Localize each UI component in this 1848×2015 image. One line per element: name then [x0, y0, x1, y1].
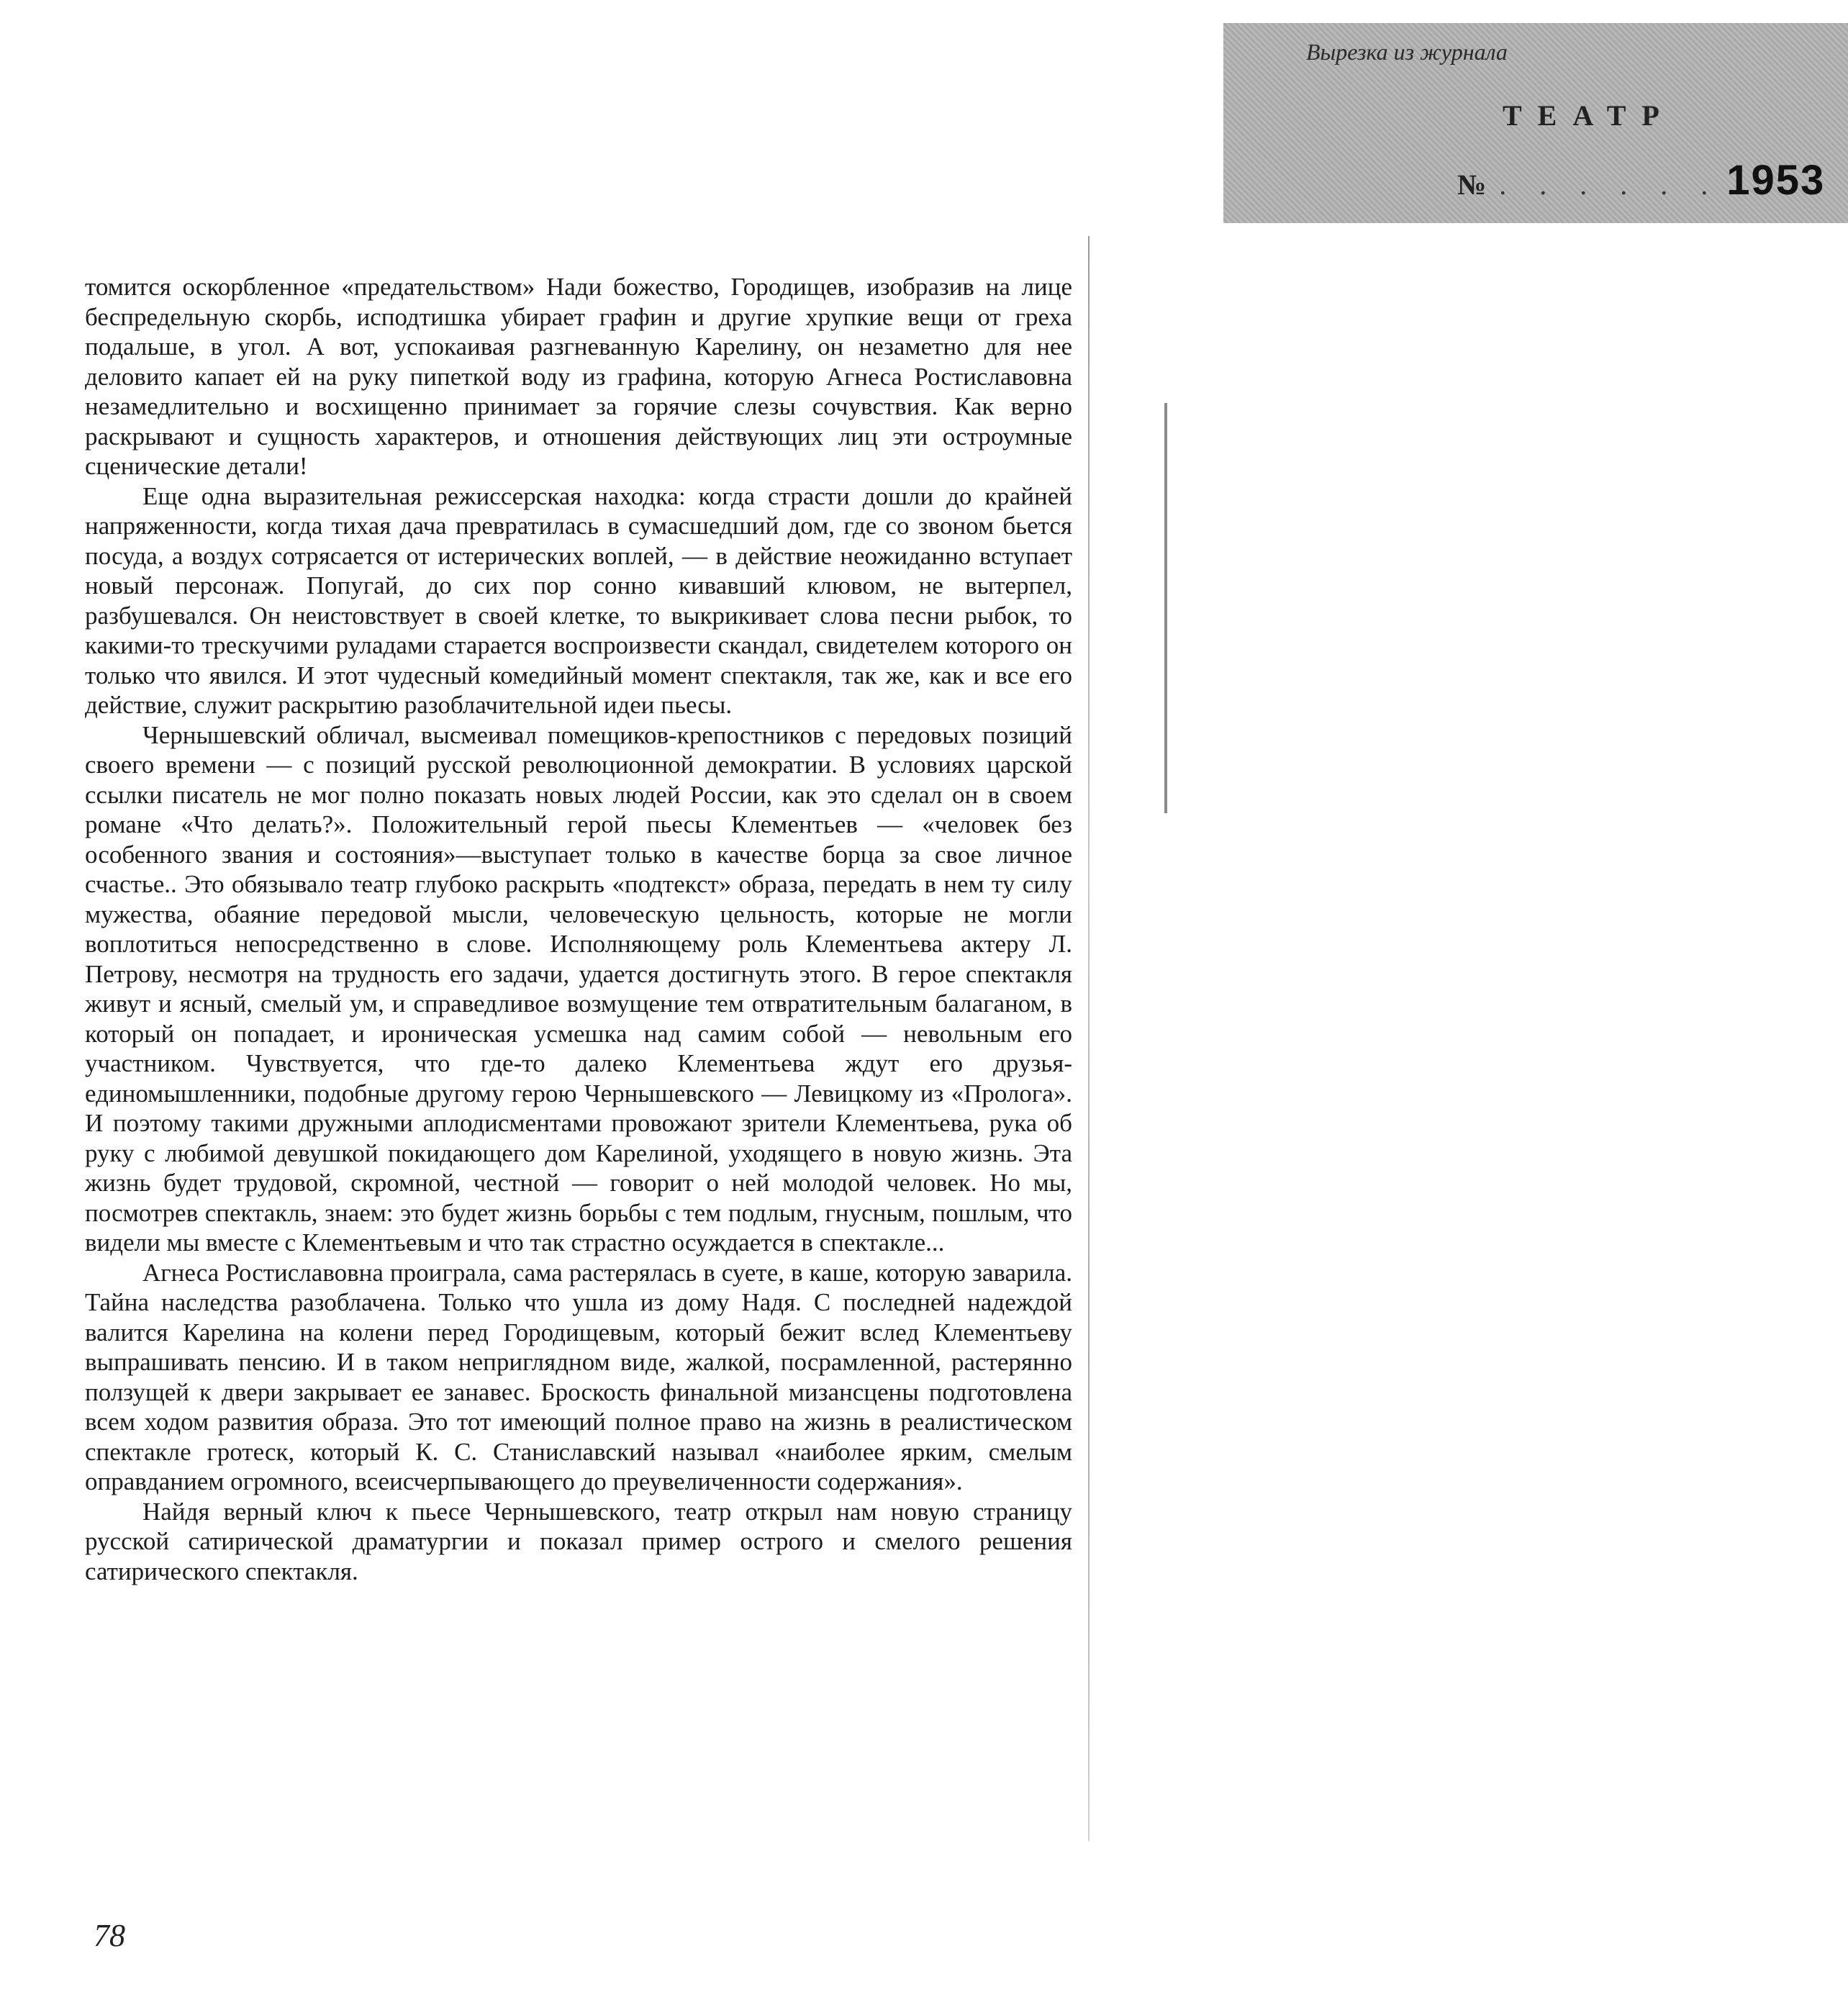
article-paragraph: Чернышевский обличал, высмеивал помещиков-крепостников с передовых позиций своего времени — с позиций русской революционной демократии. В условиях царской ссылки писатель не мог полно показать новых людей России, как это сделал он в своем романе «Что делать?». Положительный герой пьесы Клементьев — «человек без особенного звания и состояния»—выступает только в качестве борца за свое личное счастье.. Это обязывало театр глубоко раскрыть «подтекст» образа, передать в нем ту силу мужества, обаяние передовой мысли, человеческую цельность, которые не могли воплотиться непосредственно в слове. Исполняющему роль Клементьева актеру Л. Петрову, несмотря на трудность его задачи, удается достигнуть этого. В герое спектакля живут и ясный, смелый ум, и справедливое возмущение тем отвратительным балаганом, в который он попадает, и ироническая усмешка над самим собой — невольным его участником. Чувствуется, что где-то далеко Клементьева ждут его друзья-единомышленники, подобные другому герою Чернышевского — Левицкому из «Пролога». И поэтому такими дружными аплодисментами провожают зрители Клементьева, рука об руку с любимой девушкой покидающего дом Карелиной, уходящего в новую жизнь. Эта жизнь будет трудовой, скромной, честной — говорит о ней молодой человек. Но мы, посмотрев спектакль, знаем: это будет жизнь борьбы с тем подлым, гнусным, пошлым, что видели мы вместе с Клементьевым и что так страстно осуждается в спектакле...	[85, 720, 1072, 1256]
stamp-number-dots: . . . . . .	[1499, 168, 1721, 201]
stamp-year: 1953	[1726, 157, 1826, 204]
stamp-number-sign: №	[1457, 168, 1487, 201]
article-paragraph: томится оскорбленное «предательством» Нади божество, Городищев, изобразив на лице беспредельную скорбь, исподтишка убирает графин и другие хрупкие вещи от греха подальше, в угол. А вот, успокаивая разгневанную Карелину, он незаметно для нее деловито капает ей на руку пипеткой воду из графина, которую Агнеса Ростиславовна незамедлительно и восхищенно принимает за горячие слезы сочувствия. Как верно раскрывают и сущность характеров, и отношения действующих лиц эти остроумные сценические детали!	[85, 273, 1072, 480]
stamp-journal-title: ТЕАТР	[1503, 99, 1675, 132]
page-edge-line	[1088, 236, 1090, 1841]
page-number: 78	[94, 1918, 125, 1953]
stamp-caption: Вырезка из журнала	[1306, 39, 1508, 65]
clipping-stamp	[1223, 23, 1848, 223]
scan-artifact-mark	[1164, 403, 1167, 813]
article-paragraph: Найдя верный ключ к пьесе Чернышевского, театр открыл нам новую страницу русской сатирической драматургии и показал пример острого и смелого решения сатирического спектакля.	[85, 1497, 1072, 1585]
stamp-issue-row	[1457, 156, 1825, 204]
article-paragraph: Агнеса Ростиславовна проиграла, сама растерялась в суете, в каше, которую заварила. Тайна наследства разоблачена. Только что ушла из дому Надя. С последней надеждой валится Карелина на колени перед Городищевым, который бежит вслед Клементьеву выпрашивать пенсию. И в таком неприглядном виде, жалкой, посрамленной, растерянно ползущей к двери закрывает ее занавес. Броскость финальной мизансцены подготовлена всем ходом развития образа. Это тот имеющий полное право на жизнь в реалистическом спектакле гротеск, который К. С. Станиславский называл «наиболее ярким, смелым оправданием огромного, всеисчерпывающего до преувеличенности содержания».	[85, 1258, 1072, 1495]
article-body	[85, 272, 1072, 1586]
article-paragraph: Еще одна выразительная режиссерская находка: когда страсти дошли до крайней напряженности, когда тихая дача превратилась в сумасшедший дом, где со звоном бьется посуда, а воздух сотрясается от истерических воплей, — в действие неожиданно вступает новый персонаж. Попугай, до сих пор сонно кивавший клювом, не вытерпел, разбушевался. Он неистовствует в своей клетке, то выкрикивает слова песни рыбок, то какими-то трескучими руладами старается воспроизвести скандал, свидетелем которого он только что явился. И этот чудесный комедийный момент спектакля, так же, как и все его действие, служит раскрытию разоблачительной идеи пьесы.	[85, 481, 1072, 719]
